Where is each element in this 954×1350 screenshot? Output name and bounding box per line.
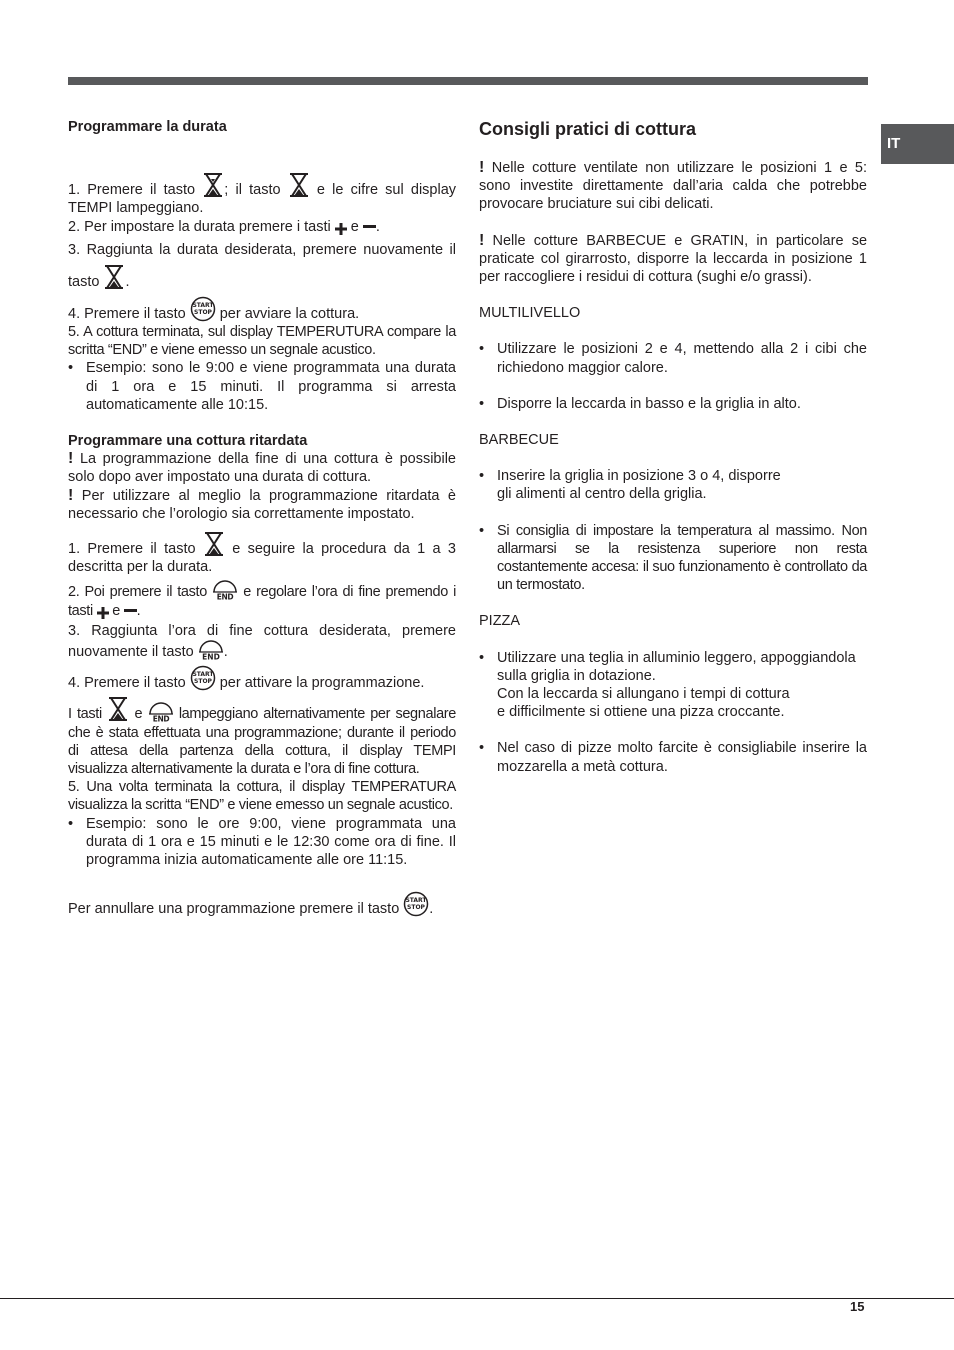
hourglass-icon: [203, 531, 225, 557]
svg-text:END: END: [152, 714, 169, 723]
end-icon: [212, 580, 238, 600]
start-stop-icon: [190, 665, 216, 691]
list-item: • Utilizzare una teglia in alluminio leggero, appoggiandola sulla griglia in dotazione. Con la leccarda si allungano i tempi di cottura e difficilmente si ottiene una pizza croccante.: [479, 649, 867, 722]
page-number: 15: [850, 1299, 865, 1314]
svg-text:START: START: [405, 897, 427, 905]
ritardata-step-5: 5. Una volta terminata la cottura, il display TEMPERATURA visualizza la scritta “END” e viene emesso un segnale acustico.: [68, 779, 456, 814]
list-item: • Si consiglia di impostare la temperatura al massimo. Non allarmarsi se la resistenza superiore non resta costantemente accesa: il suo funzionamento è controllato da un termostato.: [479, 522, 867, 595]
svg-text:END: END: [201, 652, 220, 661]
minus-icon: [124, 609, 137, 613]
ritardata-step-3: 3. Raggiunta l’ora di fine cottura desiderata, premere nuovamente il tasto END .: [68, 622, 456, 661]
hourglass-icon: [288, 172, 310, 198]
durata-step-2: 2. Per impostare la durata premere i tasti e .: [68, 218, 380, 235]
svg-text:STOP: STOP: [407, 904, 426, 912]
durata-step-1: 1. Premere il tasto ; il tasto e le cifre sul display TEMPI lampeggiano.: [68, 172, 456, 217]
minus-icon: [363, 225, 376, 229]
ritardata-step-2: 2. Poi premere il tasto END e regolare l’ora di fine premendo i tasti e .: [68, 580, 456, 619]
durata-step-3: 3. Raggiunta la durata desiderata, premere nuovamente il tasto .: [68, 241, 456, 290]
heading-consigli-pratici: Consigli pratici di cottura: [479, 119, 697, 139]
language-tab: IT: [881, 124, 954, 164]
hourglass-icon: [107, 696, 129, 722]
ritardata-step-1: 1. Premere il tasto e seguire la procedura da 1 a 3 descritta per la durata.: [68, 531, 456, 576]
end-icon: [148, 702, 174, 722]
list-item: • Nel caso di pizze molto farcite è consigliabile inserire la mozzarella a metà cottura.: [479, 739, 867, 775]
plus-icon: [97, 607, 109, 619]
footer-rule: [0, 1298, 954, 1299]
pizza-list: [479, 649, 867, 776]
header-bar: [68, 77, 868, 85]
hourglass-icon: [103, 264, 125, 290]
durata-example-list: [68, 359, 456, 414]
section-pizza: PIZZA: [479, 613, 521, 630]
hourglass-icon: [202, 172, 224, 198]
start-stop-icon: [190, 296, 216, 322]
ritardata-example-list: [68, 815, 456, 870]
right-column: [479, 118, 867, 776]
list-item: • Inserire la griglia in posizione 3 o 4, disporre gli alimenti al centro della griglia.: [479, 467, 867, 503]
section-multilivello: MULTILIVELLO: [479, 305, 581, 322]
barbecue-list: [479, 467, 867, 594]
cancel-programming: Per annullare una programmazione premere il tasto START STOP .: [68, 891, 456, 918]
list-item: • Disporre la leccarda in basso e la griglia in alto.: [479, 395, 867, 413]
svg-text:END: END: [216, 592, 234, 601]
list-item: • Esempio: sono le ore 9:00, viene programmata una durata di 1 ora e 15 minuti e le 12:30 come ora di fine. Il programma inizia automaticamente alle ore 11:15.: [68, 815, 456, 870]
ritardata-note-2: ! Per utilizzare al meglio la programmazione ritardata è necessario che l’orologio sia correttamente impostato.: [68, 486, 456, 522]
durata-step-5: 5. A cottura terminata, sul display TEMPERUTURA compare la scritta “END” e viene emesso un segnale acustico.: [68, 324, 456, 359]
list-item: • Utilizzare le posizioni 2 e 4, mettendo alla 2 i cibi che richiedono maggior calore.: [479, 340, 867, 376]
plus-icon: [335, 223, 347, 235]
ritardata-step-4: 4. Premere il tasto START STOP per attivare la programmazione.: [68, 665, 456, 692]
start-stop-icon: [403, 891, 429, 917]
svg-text:STOP: STOP: [193, 678, 212, 686]
ritardata-note-1: ! La programmazione della fine di una cottura è possibile solo dopo aver impostato una durata di cottura.: [68, 450, 456, 486]
heading-cottura-ritardata: Programmare una cottura ritardata: [68, 433, 308, 450]
durata-step-4: 4. Premere il tasto START STOP per avviare la cottura.: [68, 296, 456, 323]
svg-text:STOP: STOP: [193, 308, 212, 316]
ritardata-keys-flash: I tasti e END lampeggiano alternativamente per segnalare che è stata effettuata una programmazione; durante il periodo di attesa della partenza della cottura, il display TEMPI visualizza alternativamente la durata e l’ora di fine cottura.: [68, 696, 456, 778]
left-column: [68, 118, 456, 919]
consigli-note-2: ! Nelle cotture BARBECUE e GRATIN, in particolare se praticate col girarrosto, disporre la leccarda in posizione 1 per raccogliere i residui di cottura (sughi e/o grassi).: [479, 231, 868, 286]
list-item: • Esempio: sono le 9:00 e viene programmata una durata di 1 ora e 15 minuti. Il programma si arresta automaticamente alle 10:15.: [68, 359, 456, 414]
end-icon: [198, 640, 224, 660]
multilivello-list: [479, 340, 867, 413]
consigli-note-1: ! Nelle cotture ventilate non utilizzare le posizioni 1 e 5: sono investite direttamente dall’aria calda che potrebbe provocare bruciature sui cibi delicati.: [479, 159, 867, 213]
svg-text:START: START: [192, 301, 214, 309]
heading-programmare-durata: Programmare la durata: [68, 119, 227, 135]
section-barbecue: BARBECUE: [479, 432, 559, 449]
svg-text:START: START: [192, 671, 214, 679]
